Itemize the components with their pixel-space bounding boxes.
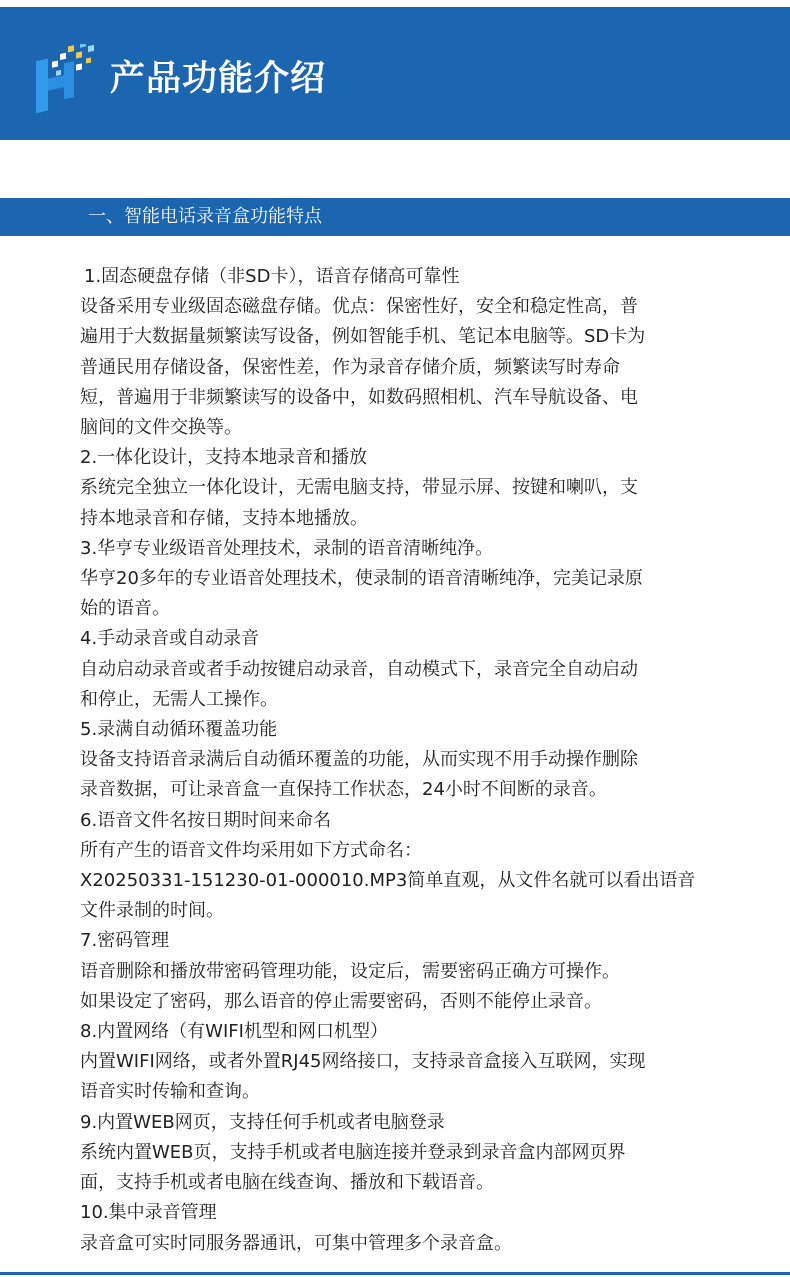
top-strip <box>0 0 790 7</box>
feature-text: 华亨20多年的专业语音处理技术，使录制的语音清晰纯净，完美记录原 <box>80 568 643 590</box>
feature-heading: 8.内置网络（有WIFI机型和网口机型） <box>80 1021 388 1043</box>
feature-heading: 9.内置WEB网页，支持任何手机或者电脑登录 <box>80 1111 445 1133</box>
feature-heading: 3.华亨专业级语音处理技术，录制的语音清晰纯净。 <box>80 537 494 559</box>
feature-text: X20250331-151230-01-000010.MP3简单直观，从文件名就可以看出语音 <box>80 870 696 892</box>
feature-text: 设备支持语音录满后自动循环覆盖的功能，从而实现不用手动操作删除 <box>80 749 638 771</box>
header-banner <box>0 7 790 140</box>
feature-text: 设备采用专业级固态磁盘存储。优点：保密性好，安全和稳定性高，普 <box>80 296 638 318</box>
feature-text: 语音删除和播放带密码管理功能，设定后，需要密码正确方可操作。 <box>80 960 620 982</box>
section-heading-bar <box>0 198 790 236</box>
feature-text: 语音实时传输和查询。 <box>80 1081 260 1103</box>
feature-text: 如果设定了密码，那么语音的停止需要密码，否则不能停止录音。 <box>80 990 602 1012</box>
feature-text: 脑间的文件交换等。 <box>80 417 242 439</box>
feature-text: 遍用于大数据量频繁读写设备，例如智能手机、笔记本电脑等。SD卡为 <box>80 326 646 348</box>
feature-text: 录音数据，可让录音盒一直保持工作状态，24小时不间断的录音。 <box>80 779 607 801</box>
feature-heading: 4.手动录音或自动录音 <box>80 628 260 650</box>
feature-text: 录音盒可实时同服务器通讯，可集中管理多个录音盒。 <box>80 1232 512 1254</box>
feature-text: 所有产生的语音文件均采用如下方式命名： <box>80 839 422 861</box>
feature-heading: 5.录满自动循环覆盖功能 <box>80 719 278 741</box>
feature-heading: 10.集中录音管理 <box>80 1202 217 1224</box>
feature-text: 短，普遍用于非频繁读写的设备中，如数码照相机、汽车导航设备、电 <box>80 386 638 408</box>
pixel-h-logo-icon <box>32 44 100 116</box>
feature-text: 普通民用存储设备，保密性差，作为录音存储介质，频繁读写时寿命 <box>80 356 620 378</box>
feature-text: 自动启动录音或者手动按键启动录音，自动模式下，录音完全自动启动 <box>80 658 638 680</box>
feature-text: 系统内置WEB页，支持手机或者电脑连接并登录到录音盒内部网页界 <box>80 1141 626 1163</box>
feature-heading: 2.一体化设计，支持本地录音和播放 <box>80 447 368 469</box>
feature-text: 文件录制的时间。 <box>80 900 224 922</box>
feature-heading: 6.语音文件名按日期时间来命名 <box>80 809 332 831</box>
section-title: 一、智能电话录音盒功能特点 <box>88 206 322 227</box>
feature-text: 面，支持手机或者电脑在线查询、播放和下载语音。 <box>80 1172 494 1194</box>
feature-list <box>80 262 720 1259</box>
feature-heading: 1.固态硬盘存储（非SD卡），语音存储高可靠性 <box>84 266 460 287</box>
feature-heading: 7.密码管理 <box>80 930 170 952</box>
feature-text: 和停止，无需人工操作。 <box>80 688 278 710</box>
feature-text: 系统完全独立一体化设计，无需电脑支持，带显示屏、按键和喇叭，支 <box>80 477 638 499</box>
feature-text: 持本地录音和存储，支持本地播放。 <box>80 507 368 529</box>
page-title: 产品功能介绍 <box>110 59 327 99</box>
feature-text: 内置WIFI网络，或者外置RJ45网络接口，支持录音盒接入互联网，实现 <box>80 1051 646 1073</box>
feature-text: 始的语音。 <box>80 598 170 620</box>
bottom-divider <box>0 1272 790 1275</box>
